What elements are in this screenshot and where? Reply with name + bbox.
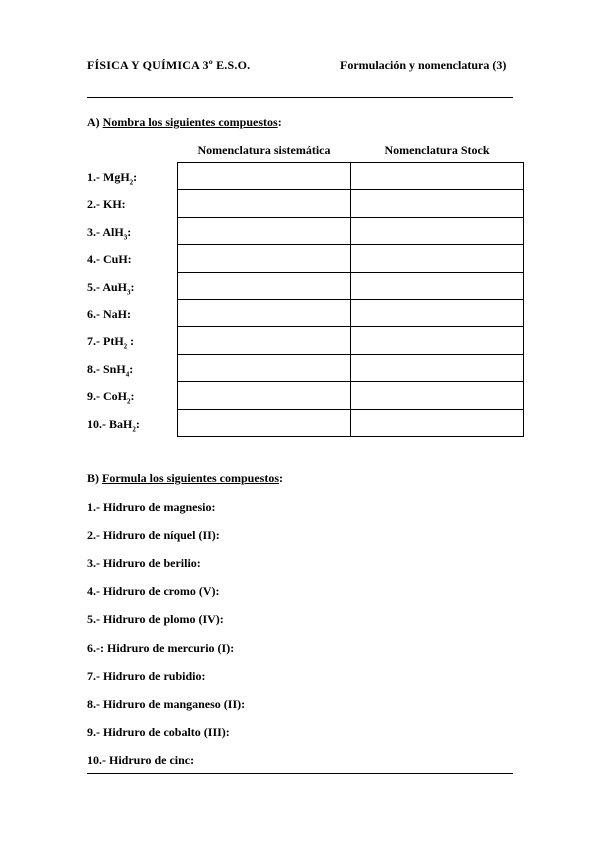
section-b-heading: Formula los siguientes compuestos xyxy=(102,471,279,485)
compound-label xyxy=(87,252,132,268)
compound-number: 3.- xyxy=(87,224,100,239)
formula-subscript: 3 xyxy=(127,287,131,296)
compound-number: 10.- xyxy=(87,416,106,431)
compound-label xyxy=(87,170,137,186)
table-row xyxy=(178,245,524,272)
compound-formula: SnH xyxy=(103,361,126,376)
hydride-item: 6.-: Hidruro de mercurio (I): xyxy=(87,640,235,655)
formula-subscript: 2 xyxy=(132,424,136,433)
table-row xyxy=(178,382,524,409)
hydride-item: 7.- Hidruro de rubidio: xyxy=(87,668,206,683)
section-b-title xyxy=(87,471,283,486)
section-a-heading: Nombra los siguientes compuestos xyxy=(102,115,278,129)
compound-number: 1.- xyxy=(87,170,100,184)
top-divider xyxy=(87,97,513,98)
compound-formula: MgH xyxy=(103,170,130,184)
hydride-item: 9.- Hidruro de cobalto (III): xyxy=(87,724,230,739)
compound-formula: CoH xyxy=(103,389,127,404)
answer-table xyxy=(177,162,524,437)
hydride-item: 4.- Hidruro de cromo (V): xyxy=(87,584,220,599)
formula-tail: : xyxy=(133,170,138,184)
formula-tail: : xyxy=(127,224,132,239)
table-row xyxy=(178,272,524,299)
hydride-item: 10.- Hidruro de cinc: xyxy=(87,752,195,767)
systematic-answer-cell[interactable] xyxy=(178,382,351,409)
stock-answer-cell[interactable] xyxy=(351,354,524,381)
formula-subscript: 4 xyxy=(125,370,130,379)
hydride-item: 8.- Hidruro de manganeso (II): xyxy=(87,696,246,711)
systematic-answer-cell[interactable] xyxy=(178,217,351,244)
systematic-answer-cell[interactable] xyxy=(178,190,351,217)
compound-number: 7.- xyxy=(87,334,100,349)
formula-tail: : xyxy=(130,389,135,404)
stock-answer-cell[interactable] xyxy=(351,217,524,244)
hydride-item: 5.- Hidruro de plomo (IV): xyxy=(87,612,224,627)
compound-formula: NaH: xyxy=(103,307,131,321)
compound-number: 9.- xyxy=(87,389,100,404)
compound-label xyxy=(87,280,135,296)
formula-subscript: 2 xyxy=(127,397,131,406)
compound-label xyxy=(87,225,131,241)
stock-answer-cell[interactable] xyxy=(351,272,524,299)
stock-answer-cell[interactable] xyxy=(351,190,524,217)
hydride-item: 2.- Hidruro de níquel (II): xyxy=(87,528,220,543)
stock-answer-cell[interactable] xyxy=(351,409,524,436)
formula-tail: : xyxy=(130,279,135,294)
formula-subscript: 2 xyxy=(123,342,128,351)
systematic-answer-cell[interactable] xyxy=(178,327,351,354)
section-a-suffix: : xyxy=(277,115,282,129)
table-row xyxy=(178,299,524,326)
bottom-divider xyxy=(87,773,513,774)
hydride-item: 1.- Hidruro de magnesio: xyxy=(87,500,216,514)
section-b-suffix: : xyxy=(279,471,283,485)
compound-formula: BaH xyxy=(109,416,133,431)
systematic-answer-cell[interactable] xyxy=(178,272,351,299)
header-topic: Formulación y nomenclatura (3) xyxy=(340,58,507,72)
compound-formula: CuH: xyxy=(103,252,132,267)
table-row xyxy=(178,409,524,436)
section-a-prefix: A) xyxy=(87,115,100,129)
formula-tail: : xyxy=(127,334,135,349)
compound-label xyxy=(87,197,126,213)
formula-tail: : xyxy=(135,416,140,431)
column-header-systematic: Nomenclatura sistemática xyxy=(197,143,331,157)
systematic-answer-cell[interactable] xyxy=(178,299,351,326)
table-row xyxy=(178,190,524,217)
header-subject: FÍSICA Y QUÍMICA 3º E.S.O. xyxy=(87,58,251,72)
compound-label xyxy=(87,417,140,433)
formula-subscript: 2 xyxy=(129,178,134,187)
compound-formula: AlH xyxy=(102,224,124,239)
section-b-prefix: B) xyxy=(87,471,99,485)
section-a-title xyxy=(87,115,282,130)
systematic-answer-cell[interactable] xyxy=(178,354,351,381)
stock-answer-cell[interactable] xyxy=(351,163,524,190)
column-header-stock: Nomenclatura Stock xyxy=(384,143,490,157)
compound-number: 8.- xyxy=(87,361,100,376)
table-row xyxy=(178,217,524,244)
stock-answer-cell[interactable] xyxy=(351,382,524,409)
compound-formula: PtH xyxy=(103,334,124,349)
compound-number: 4.- xyxy=(87,252,100,267)
formula-tail: : xyxy=(129,361,134,376)
compound-number: 6.- xyxy=(87,307,100,321)
compound-number: 2.- xyxy=(87,197,100,212)
table-row xyxy=(178,163,524,190)
compound-number: 5.- xyxy=(87,279,100,294)
table-row xyxy=(178,354,524,381)
stock-answer-cell[interactable] xyxy=(351,327,524,354)
systematic-answer-cell[interactable] xyxy=(178,163,351,190)
compound-label xyxy=(87,389,135,405)
formula-subscript: 3 xyxy=(123,233,128,242)
stock-answer-cell[interactable] xyxy=(351,299,524,326)
systematic-answer-cell[interactable] xyxy=(178,409,351,436)
compound-formula: KH: xyxy=(103,197,126,212)
stock-answer-cell[interactable] xyxy=(351,245,524,272)
compound-formula: AuH xyxy=(102,279,128,294)
compound-label xyxy=(87,362,133,378)
table-row xyxy=(178,327,524,354)
compound-label xyxy=(87,334,134,350)
hydride-item: 3.- Hidruro de berilio: xyxy=(87,556,201,571)
systematic-answer-cell[interactable] xyxy=(178,245,351,272)
compound-label xyxy=(87,307,131,323)
